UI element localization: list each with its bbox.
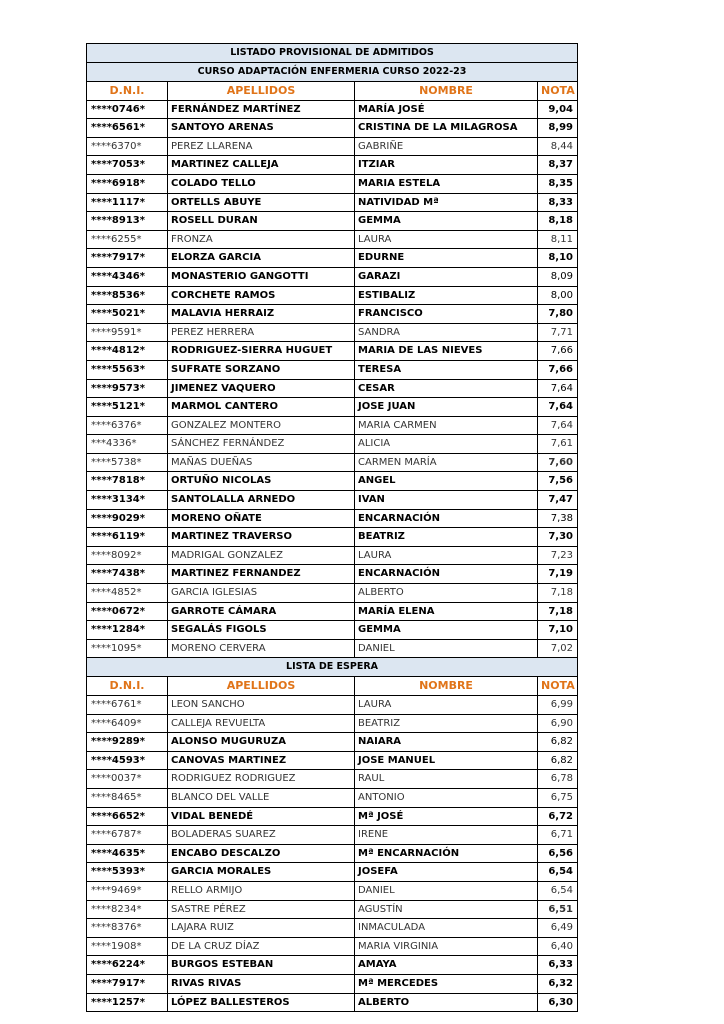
admitidos-sheet xyxy=(86,43,577,1012)
header-apellidos: APELLIDOS xyxy=(168,677,355,696)
nombre-cell: INMACULADA xyxy=(355,919,538,938)
nombre-cell: FRANCISCO xyxy=(355,305,538,324)
dni-cell: ****0746* xyxy=(87,100,168,119)
table-row xyxy=(87,491,578,510)
dni-cell: ****6255* xyxy=(87,230,168,249)
nombre-cell: ENCARNACIÓN xyxy=(355,509,538,528)
nombre-cell: LAURA xyxy=(355,230,538,249)
nota-cell: 8,11 xyxy=(538,230,578,249)
dni-cell: ****9469* xyxy=(87,881,168,900)
nombre-cell: DANIEL xyxy=(355,639,538,658)
dni-cell: ****6409* xyxy=(87,714,168,733)
nombre-cell: ALICIA xyxy=(355,435,538,454)
apellidos-cell: MARTINEZ CALLEJA xyxy=(168,156,355,175)
table-row xyxy=(87,119,578,138)
apellidos-cell: CANOVAS MARTINEZ xyxy=(168,751,355,770)
dni-cell: ****6918* xyxy=(87,174,168,193)
apellidos-cell: LEON SANCHO xyxy=(168,696,355,715)
apellidos-cell: MORENO CERVERA xyxy=(168,639,355,658)
nota-cell: 7,64 xyxy=(538,379,578,398)
nombre-cell: CRISTINA DE LA MILAGROSA xyxy=(355,119,538,138)
dni-cell: ****8536* xyxy=(87,286,168,305)
dni-cell: ****7438* xyxy=(87,565,168,584)
table-row xyxy=(87,230,578,249)
nombre-cell: RAUL xyxy=(355,770,538,789)
apellidos-cell: PEREZ HERRERA xyxy=(168,323,355,342)
nombre-cell: MARIA CARMEN xyxy=(355,416,538,435)
apellidos-cell: GARROTE CÁMARA xyxy=(168,602,355,621)
table-row xyxy=(87,565,578,584)
table-row xyxy=(87,826,578,845)
table-row xyxy=(87,751,578,770)
table-row xyxy=(87,956,578,975)
dni-cell: ****3134* xyxy=(87,491,168,510)
dni-cell: ****8092* xyxy=(87,546,168,565)
nombre-cell: Mª ENCARNACIÓN xyxy=(355,844,538,863)
header-apellidos: APELLIDOS xyxy=(168,82,355,101)
apellidos-cell: JIMENEZ VAQUERO xyxy=(168,379,355,398)
nota-cell: 6,72 xyxy=(538,807,578,826)
nombre-cell: SANDRA xyxy=(355,323,538,342)
apellidos-cell: SANTOYO ARENAS xyxy=(168,119,355,138)
apellidos-cell: RODRIGUEZ RODRIGUEZ xyxy=(168,770,355,789)
dni-cell: ****9029* xyxy=(87,509,168,528)
course-subtitle: CURSO ADAPTACIÓN ENFERMERIA CURSO 2022-23 xyxy=(87,63,578,82)
dni-cell: ****9573* xyxy=(87,379,168,398)
nota-cell: 7,71 xyxy=(538,323,578,342)
table-row xyxy=(87,770,578,789)
nota-cell: 8,10 xyxy=(538,249,578,268)
table-row xyxy=(87,100,578,119)
table-row xyxy=(87,863,578,882)
apellidos-cell: GARCIA MORALES xyxy=(168,863,355,882)
dni-cell: ****1908* xyxy=(87,937,168,956)
apellidos-cell: SEGALÁS FIGOLS xyxy=(168,621,355,640)
table-row xyxy=(87,733,578,752)
header-row-admitidos xyxy=(87,82,578,101)
table-row xyxy=(87,714,578,733)
nota-cell: 7,64 xyxy=(538,398,578,417)
nota-cell: 6,99 xyxy=(538,696,578,715)
table-row xyxy=(87,807,578,826)
table-row xyxy=(87,342,578,361)
nota-cell: 6,54 xyxy=(538,863,578,882)
apellidos-cell: MADRIGAL GONZALEZ xyxy=(168,546,355,565)
table-row xyxy=(87,416,578,435)
table-row xyxy=(87,602,578,621)
apellidos-cell: GARCIA IGLESIAS xyxy=(168,584,355,603)
table-row xyxy=(87,398,578,417)
table-row xyxy=(87,286,578,305)
header-row-espera xyxy=(87,677,578,696)
nombre-cell: MARÍA ELENA xyxy=(355,602,538,621)
nota-cell: 8,37 xyxy=(538,156,578,175)
table-row xyxy=(87,993,578,1012)
dni-cell: ****7917* xyxy=(87,974,168,993)
dni-cell: ****1284* xyxy=(87,621,168,640)
dni-cell: ****7818* xyxy=(87,472,168,491)
dni-cell: ****4812* xyxy=(87,342,168,361)
nota-cell: 8,99 xyxy=(538,119,578,138)
nota-cell: 8,33 xyxy=(538,193,578,212)
dni-cell: ****4852* xyxy=(87,584,168,603)
table-row xyxy=(87,137,578,156)
dni-cell: ****4593* xyxy=(87,751,168,770)
nombre-cell: GARAZI xyxy=(355,267,538,286)
dni-cell: ****7053* xyxy=(87,156,168,175)
nombre-cell: EDURNE xyxy=(355,249,538,268)
table-row xyxy=(87,435,578,454)
nombre-cell: ALBERTO xyxy=(355,993,538,1012)
dni-cell: ****9591* xyxy=(87,323,168,342)
table-row xyxy=(87,528,578,547)
nota-cell: 6,75 xyxy=(538,788,578,807)
table-row xyxy=(87,472,578,491)
nota-cell: 6,56 xyxy=(538,844,578,863)
table-row xyxy=(87,509,578,528)
nombre-cell: GEMMA xyxy=(355,621,538,640)
nombre-cell: Mª MERCEDES xyxy=(355,974,538,993)
apellidos-cell: MAÑAS DUEÑAS xyxy=(168,453,355,472)
nombre-cell: DANIEL xyxy=(355,881,538,900)
admitidos-table xyxy=(86,43,578,1012)
apellidos-cell: FRONZA xyxy=(168,230,355,249)
nombre-cell: LAURA xyxy=(355,696,538,715)
nombre-cell: Mª JOSÉ xyxy=(355,807,538,826)
nombre-cell: GEMMA xyxy=(355,212,538,231)
header-nota: NOTA xyxy=(538,82,578,101)
apellidos-cell: ELORZA GARCIA xyxy=(168,249,355,268)
table-body xyxy=(87,44,578,1012)
dni-cell: ****4635* xyxy=(87,844,168,863)
nota-cell: 7,80 xyxy=(538,305,578,324)
dni-cell: ****5021* xyxy=(87,305,168,324)
table-row xyxy=(87,881,578,900)
dni-cell: ****5738* xyxy=(87,453,168,472)
apellidos-cell: MONASTERIO GANGOTTI xyxy=(168,267,355,286)
apellidos-cell: MARMOL CANTERO xyxy=(168,398,355,417)
table-row xyxy=(87,621,578,640)
nota-cell: 6,82 xyxy=(538,733,578,752)
dni-cell: ****1257* xyxy=(87,993,168,1012)
nombre-cell: MARÍA JOSÉ xyxy=(355,100,538,119)
dni-cell: ****4346* xyxy=(87,267,168,286)
dni-cell: ***4336* xyxy=(87,435,168,454)
nombre-cell: AMAYA xyxy=(355,956,538,975)
nombre-cell: JOSE JUAN xyxy=(355,398,538,417)
table-row xyxy=(87,919,578,938)
nota-cell: 6,32 xyxy=(538,974,578,993)
nota-cell: 9,04 xyxy=(538,100,578,119)
nota-cell: 7,60 xyxy=(538,453,578,472)
subtitle-row xyxy=(87,63,578,82)
nota-cell: 6,33 xyxy=(538,956,578,975)
apellidos-cell: ORTUÑO NICOLAS xyxy=(168,472,355,491)
nota-cell: 7,66 xyxy=(538,342,578,361)
header-nombre: NOMBRE xyxy=(355,677,538,696)
nota-cell: 6,51 xyxy=(538,900,578,919)
dni-cell: ****6224* xyxy=(87,956,168,975)
apellidos-cell: RODRIGUEZ-SIERRA HUGUET xyxy=(168,342,355,361)
table-row xyxy=(87,323,578,342)
dni-cell: ****5121* xyxy=(87,398,168,417)
table-row xyxy=(87,193,578,212)
nombre-cell: ANTONIO xyxy=(355,788,538,807)
dni-cell: ****8376* xyxy=(87,919,168,938)
nombre-cell: IRENE xyxy=(355,826,538,845)
apellidos-cell: SASTRE PÉREZ xyxy=(168,900,355,919)
table-row xyxy=(87,305,578,324)
nota-cell: 7,19 xyxy=(538,565,578,584)
apellidos-cell: FERNÁNDEZ MARTÍNEZ xyxy=(168,100,355,119)
nota-cell: 7,61 xyxy=(538,435,578,454)
dni-cell: ****1095* xyxy=(87,639,168,658)
nombre-cell: CESAR xyxy=(355,379,538,398)
nombre-cell: ANGEL xyxy=(355,472,538,491)
table-row xyxy=(87,453,578,472)
nota-cell: 7,66 xyxy=(538,360,578,379)
nota-cell: 6,82 xyxy=(538,751,578,770)
nota-cell: 7,02 xyxy=(538,639,578,658)
dni-cell: ****8913* xyxy=(87,212,168,231)
header-dni: D.N.I. xyxy=(87,82,168,101)
dni-cell: ****6370* xyxy=(87,137,168,156)
apellidos-cell: MORENO OÑATE xyxy=(168,509,355,528)
dni-cell: ****8234* xyxy=(87,900,168,919)
nombre-cell: ESTIBALIZ xyxy=(355,286,538,305)
table-row xyxy=(87,212,578,231)
nombre-cell: GABRIÑE xyxy=(355,137,538,156)
dni-cell: ****5563* xyxy=(87,360,168,379)
table-row xyxy=(87,639,578,658)
table-row xyxy=(87,937,578,956)
apellidos-cell: ALONSO MUGURUZA xyxy=(168,733,355,752)
nombre-cell: IVAN xyxy=(355,491,538,510)
nota-cell: 8,18 xyxy=(538,212,578,231)
apellidos-cell: BOLADERAS SUAREZ xyxy=(168,826,355,845)
table-row xyxy=(87,360,578,379)
nombre-cell: MARIA DE LAS NIEVES xyxy=(355,342,538,361)
apellidos-cell: SÁNCHEZ FERNÁNDEZ xyxy=(168,435,355,454)
nota-cell: 6,54 xyxy=(538,881,578,900)
header-nota: NOTA xyxy=(538,677,578,696)
nota-cell: 7,47 xyxy=(538,491,578,510)
nombre-cell: CARMEN MARÍA xyxy=(355,453,538,472)
nota-cell: 7,18 xyxy=(538,584,578,603)
nombre-cell: BEATRIZ xyxy=(355,714,538,733)
dni-cell: ****6761* xyxy=(87,696,168,715)
nota-cell: 7,10 xyxy=(538,621,578,640)
nota-cell: 8,44 xyxy=(538,137,578,156)
nombre-cell: LAURA xyxy=(355,546,538,565)
dni-cell: ****0672* xyxy=(87,602,168,621)
nota-cell: 7,18 xyxy=(538,602,578,621)
nota-cell: 8,09 xyxy=(538,267,578,286)
table-row xyxy=(87,156,578,175)
nota-cell: 6,71 xyxy=(538,826,578,845)
nombre-cell: JOSEFA xyxy=(355,863,538,882)
apellidos-cell: BURGOS ESTEBAN xyxy=(168,956,355,975)
dni-cell: ****6561* xyxy=(87,119,168,138)
apellidos-cell: ORTELLS ABUYE xyxy=(168,193,355,212)
apellidos-cell: MARTINEZ TRAVERSO xyxy=(168,528,355,547)
apellidos-cell: RIVAS RIVAS xyxy=(168,974,355,993)
nota-cell: 8,00 xyxy=(538,286,578,305)
dni-cell: ****6376* xyxy=(87,416,168,435)
apellidos-cell: RELLO ARMIJO xyxy=(168,881,355,900)
apellidos-cell: PEREZ LLARENA xyxy=(168,137,355,156)
nota-cell: 6,78 xyxy=(538,770,578,789)
apellidos-cell: DE LA CRUZ DÍAZ xyxy=(168,937,355,956)
nota-cell: 7,56 xyxy=(538,472,578,491)
table-row xyxy=(87,546,578,565)
table-row xyxy=(87,900,578,919)
apellidos-cell: LAJARA RUIZ xyxy=(168,919,355,938)
table-row xyxy=(87,974,578,993)
apellidos-cell: MARTINEZ FERNANDEZ xyxy=(168,565,355,584)
table-row xyxy=(87,174,578,193)
nota-cell: 6,49 xyxy=(538,919,578,938)
table-row xyxy=(87,267,578,286)
table-row xyxy=(87,584,578,603)
nombre-cell: BEATRIZ xyxy=(355,528,538,547)
nota-cell: 6,30 xyxy=(538,993,578,1012)
apellidos-cell: GONZALEZ MONTERO xyxy=(168,416,355,435)
dni-cell: ****1117* xyxy=(87,193,168,212)
nombre-cell: MARIA ESTELA xyxy=(355,174,538,193)
apellidos-cell: MALAVIA HERRAIZ xyxy=(168,305,355,324)
nota-cell: 7,23 xyxy=(538,546,578,565)
nota-cell: 7,64 xyxy=(538,416,578,435)
nombre-cell: AGUSTÍN xyxy=(355,900,538,919)
waitlist-title-row xyxy=(87,658,578,677)
nota-cell: 8,35 xyxy=(538,174,578,193)
nombre-cell: TERESA xyxy=(355,360,538,379)
dni-cell: ****6787* xyxy=(87,826,168,845)
title-row xyxy=(87,44,578,63)
nombre-cell: NAIARA xyxy=(355,733,538,752)
nota-cell: 6,90 xyxy=(538,714,578,733)
header-nombre: NOMBRE xyxy=(355,82,538,101)
table-row xyxy=(87,788,578,807)
apellidos-cell: ROSELL DURAN xyxy=(168,212,355,231)
nombre-cell: ALBERTO xyxy=(355,584,538,603)
nota-cell: 7,30 xyxy=(538,528,578,547)
nombre-cell: NATIVIDAD Mª xyxy=(355,193,538,212)
dni-cell: ****5393* xyxy=(87,863,168,882)
dni-cell: ****6652* xyxy=(87,807,168,826)
apellidos-cell: LÓPEZ BALLESTEROS xyxy=(168,993,355,1012)
nombre-cell: ENCARNACIÓN xyxy=(355,565,538,584)
table-row xyxy=(87,844,578,863)
nombre-cell: MARIA VIRGINIA xyxy=(355,937,538,956)
apellidos-cell: CALLEJA REVUELTA xyxy=(168,714,355,733)
nombre-cell: JOSE MANUEL xyxy=(355,751,538,770)
apellidos-cell: VIDAL BENEDÉ xyxy=(168,807,355,826)
dni-cell: ****9289* xyxy=(87,733,168,752)
dni-cell: ****8465* xyxy=(87,788,168,807)
table-row xyxy=(87,249,578,268)
apellidos-cell: SANTOLALLA ARNEDO xyxy=(168,491,355,510)
dni-cell: ****6119* xyxy=(87,528,168,547)
apellidos-cell: CORCHETE RAMOS xyxy=(168,286,355,305)
table-row xyxy=(87,696,578,715)
apellidos-cell: SUFRATE SORZANO xyxy=(168,360,355,379)
list-title: LISTADO PROVISIONAL DE ADMITIDOS xyxy=(87,44,578,63)
apellidos-cell: ENCABO DESCALZO xyxy=(168,844,355,863)
nota-cell: 7,38 xyxy=(538,509,578,528)
waitlist-title: LISTA DE ESPERA xyxy=(87,658,578,677)
table-row xyxy=(87,379,578,398)
nombre-cell: ITZIAR xyxy=(355,156,538,175)
header-dni: D.N.I. xyxy=(87,677,168,696)
nota-cell: 6,40 xyxy=(538,937,578,956)
dni-cell: ****7917* xyxy=(87,249,168,268)
dni-cell: ****0037* xyxy=(87,770,168,789)
apellidos-cell: BLANCO DEL VALLE xyxy=(168,788,355,807)
apellidos-cell: COLADO TELLO xyxy=(168,174,355,193)
